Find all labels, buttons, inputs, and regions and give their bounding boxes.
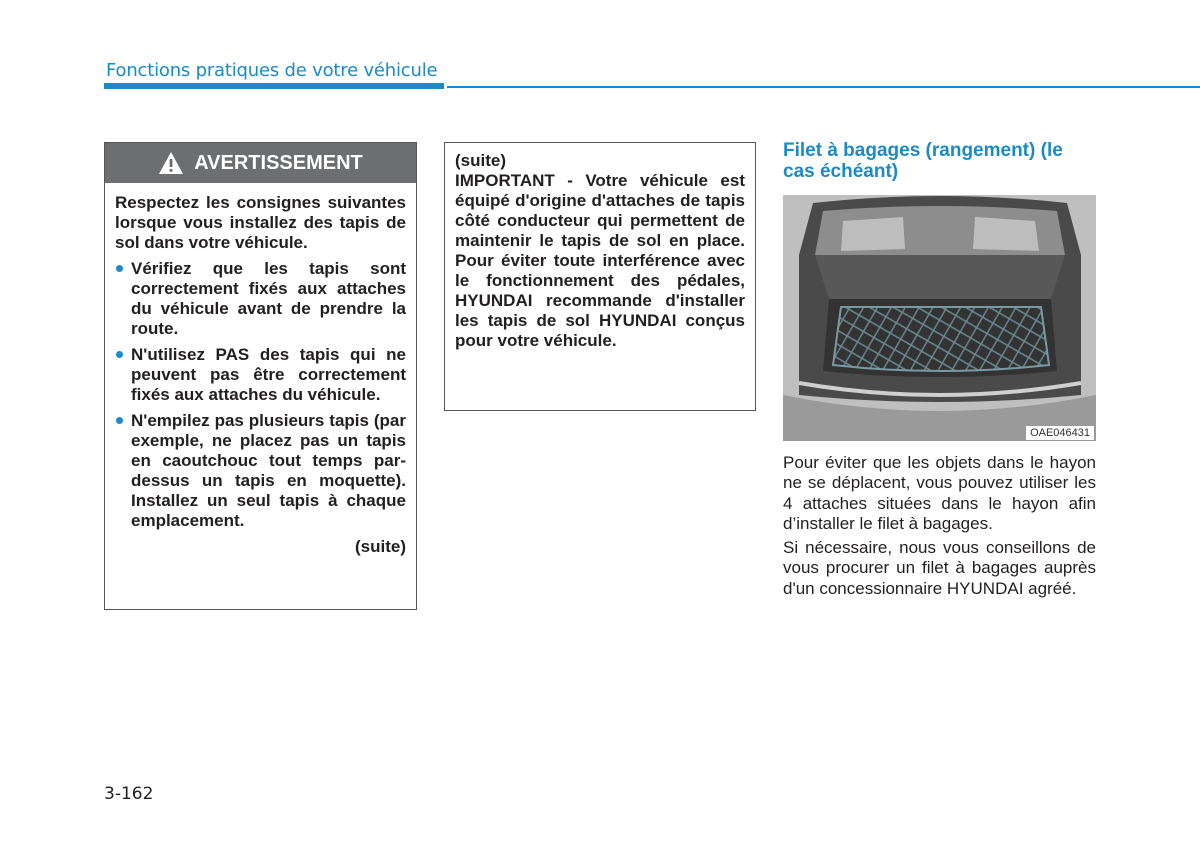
important-text: IMPORTANT - Votre véhicule est équipé d'origine d'attaches de tapis côté conducteur qui permettent de maintenir le tapis de sol en place. Pour éviter toute interférence avec le fonctionnement des pédales, HYUNDAI recommande d'installer les tapis de sol HYUNDAI conçus pour votre véhicule.: [455, 171, 745, 350]
list-item-text: N'utilisez PAS des tapis qui ne peuvent pas être correctement fixés aux attaches du véhicule.: [131, 345, 406, 404]
warning-box: [104, 142, 417, 610]
bullet-icon: [116, 351, 123, 358]
important-box: [444, 142, 756, 411]
header-bar: [104, 83, 444, 89]
paragraph: Si nécessaire, nous vous conseillons de vous procurer un filet à bagages auprès d'un concessionnaire HYUNDAI agréé.: [783, 538, 1096, 598]
paragraph: Pour éviter que les objets dans le hayon ne se déplacent, vous pouvez utiliser les 4 attaches situées dans le hayon afin d’installer le filet à bagages.: [783, 453, 1096, 533]
list-item-text: N'empilez pas plusieurs tapis (par exemple, ne placez pas un tapis en caoutchouc tout temps par-dessus un tapis en moquette). Installez un seul tapis à chaque emplacement.: [131, 411, 406, 530]
cargo-net-illustration: [783, 195, 1096, 441]
cargo-net-photo: [783, 195, 1096, 441]
image-caption: OAE046431: [1026, 426, 1094, 440]
bullet-icon: [116, 417, 123, 424]
section-title: Filet à bagages (rangement) (le cas échéant): [783, 140, 1063, 182]
warning-list: [115, 259, 406, 531]
header-title: Fonctions pratiques de votre véhicule: [106, 60, 438, 81]
list-item: [115, 411, 406, 531]
warning-title: AVERTISSEMENT: [194, 151, 363, 174]
list-item-text: Vérifiez que les tapis sont correctement fixés aux attaches du véhicule avant de prendre la route.: [131, 259, 406, 338]
warning-triangle-icon: [158, 151, 184, 175]
page-number: 3-162: [104, 784, 154, 804]
warning-header: [105, 143, 416, 183]
header-rule: [447, 86, 1200, 88]
section-body: [783, 453, 1096, 603]
warning-intro: Respectez les consignes suivantes lorsque vous installez des tapis de sol dans votre véhicule.: [115, 193, 406, 252]
warning-continued: (suite): [355, 537, 406, 556]
important-continued: (suite): [455, 151, 506, 170]
list-item: [115, 259, 406, 339]
bullet-icon: [116, 265, 123, 272]
list-item: [115, 345, 406, 405]
